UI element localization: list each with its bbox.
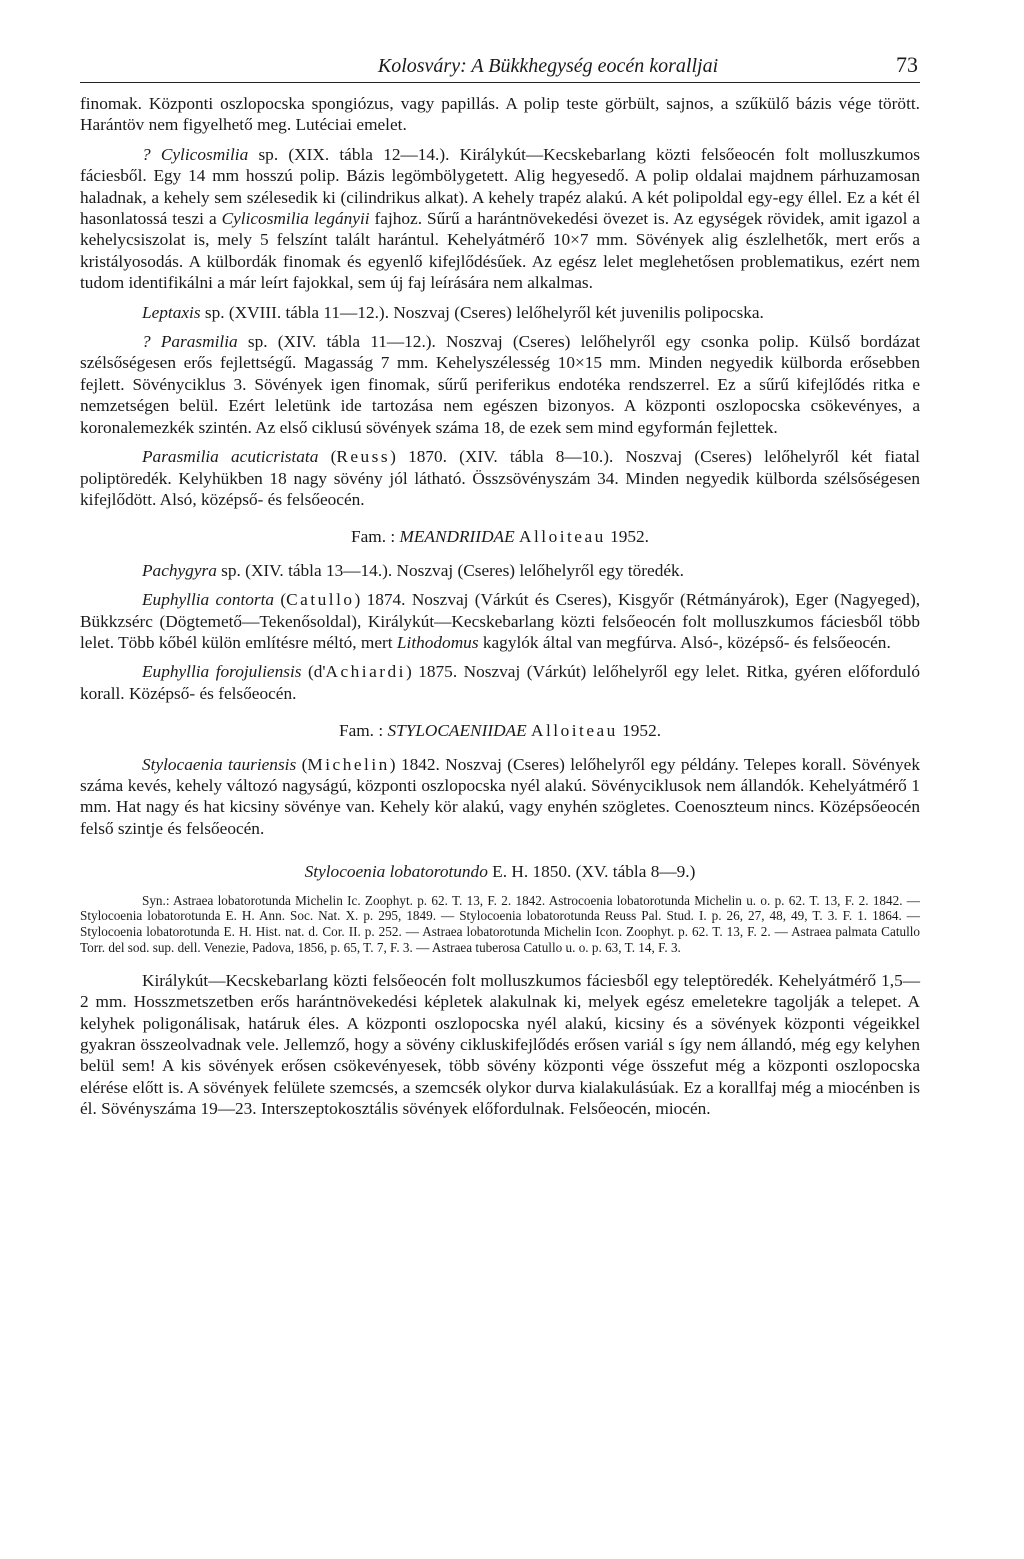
- family-name: STYLOCAENIIDAE: [387, 721, 527, 741]
- running-title: Kolosváry: A Bükkhegység eocén koralljai: [377, 55, 719, 77]
- synonymy-list: Syn.: Astraea lobatorotunda Michelin Ic. Zoophyt. p. 62. T. 13, F. 2. 1842. Astrocoenia lobatorotunda Michelin u. o. p. 62. T. 13, F. 2. 1842. — Stylocoenia lobatorotunda E. H. Ann. Soc. Nat. X. p. 295, 1849. — Stylocoenia lobatorotunda Reuss Pal. Stud. I. p. 26, 27, 48, 49, T. 3. F. 1. 1864. — Stylocoenia lobatorotunda E. H. Hist. nat. d. Cor. II. p. 252. — Astraea lobatorotunda Michelin Icon. Zoophyt. p. 62. T. 13, F. 2. — Astraea palmata Catullo Torr. del sod. sup. dell. Venezie, Padova, 1856, p. 65, T. 7, F. 3. — Astraea tuberosa Catullo u. o. p. 63, T. 14, F. 3.: [80, 892, 920, 955]
- family-heading-stylocaeniidae: [80, 720, 920, 741]
- paragraph-text: E. H. 1850. (XV. tábla 8—9.): [487, 862, 696, 882]
- paragraph-text: sp. (XVIII. tábla 11—12.). Noszvaj (Cseres) lelőhelyről két juvenilis polipocska.: [200, 302, 764, 322]
- taxon-name: Leptaxis: [142, 302, 201, 322]
- author-name: Michelin: [307, 754, 390, 774]
- family-year: 1952.: [605, 527, 649, 547]
- taxon-name: Stylocoenia lobatorotundo: [304, 862, 488, 882]
- paragraph-cylicosmilia: [80, 144, 920, 294]
- taxon-name: Cylicosmilia legányii: [221, 209, 370, 229]
- author-name: Catullo: [286, 590, 355, 610]
- taxon-name: Lithodomus: [396, 632, 479, 652]
- paragraph-leptaxis: [80, 302, 920, 323]
- document-page: [80, 52, 920, 1120]
- family-name: MEANDRIIDAE: [399, 527, 515, 547]
- paragraph-text: sp. (XIX. tábla 12—14.). Királykút—Kecskebarlang közti felsőeocén folt molluszkumos fáciesből. Egy 14 mm hosszú polip. Bázis legömbölygetett. Alig hegyesedő. A polip oldalai majdnem párhuzamosan haladnak, a kehely sem szélesedik ki (cilindrikus alkat). A kehely trapéz alakú. A két polipoldal egy-egy éllel. Ez a két él hasonlatossá teszi a: [80, 144, 920, 229]
- family-heading-meandriidae: [80, 526, 920, 547]
- author-name: Achiardi: [325, 662, 406, 682]
- paragraph-text: 1870. (XIV. tábla 8—10.). Noszvaj (Cseres) lelőhelyről két fiatal poliptöredék. Kelyhükben 18 nagy sövény jól látható. Összsövényszám 34. Minden negyedik külborda szélsőségesen kifejlődött. Alsó, középső- és felsőeocén.: [80, 447, 920, 509]
- taxon-name: Euphyllia contorta: [142, 590, 275, 610]
- paragraph-1: finomak. Központi oszlopocska spongiózus, vagy papillás. A polip teste görbült, sajnos, a szűkülő bázis vége törött. Harántöv nem figyelhető meg. Lutéciai emelet.: [80, 94, 920, 135]
- paragraph-text: sp. (XIV. tábla 11—12.). Noszvaj (Cseres) lelőhelyről egy csonka polip. Külső bordázat szélsőségesen erős fejlettségű. Magasság 7 mm. Kehelyszélesség 10×15 mm. Minden negyedik külborda erősebben fejlett. Sövényciklus 3. Sövények igen finomak, sűrű periferikus endotéka rendszerrel. Ez a sűrű kifejlődés ritka e nemzetségen belül. Ezért leletünk ide tartozása nem egészen bizonyos. A központi oszlopocska csökevényes, a koronalemezkék szintén. Az első ciklusú sövények száma 18, de ezek sem mind egyformán fejlettek.: [80, 332, 921, 437]
- taxon-name: Stylocaenia tauriensis: [142, 754, 297, 774]
- taxon-name: ? Cylicosmilia: [142, 144, 249, 164]
- paragraph-text: 1875. Noszvaj (Várkút) lelőhelyről egy lelet. Ritka, gyéren előforduló korall. Középső- és felsőeocén.: [80, 662, 920, 703]
- family-year: 1952.: [617, 721, 662, 741]
- author-name: Alloiteau: [518, 527, 606, 547]
- taxon-name: Parasmilia acuticristata: [142, 447, 319, 467]
- taxon-name: Euphyllia forojuliensis: [142, 662, 302, 682]
- paragraph-text: 1874. Noszvaj (Várkút és Cseres), Kisgyőr (Rétmányárok), Eger (Nagyeged), Bükkzsérc (Dögtemető—Tekenősoldal), Királykút—Kecskebarlang közti felsőeocén folt molluszkumos fáciesből több lelet. Több kőbél külön említésre méltó, mert: [80, 590, 921, 652]
- species-heading-stylocoenia: [80, 861, 920, 882]
- paragraph-euphyllia-forojuliensis: Euphyllia forojuliensis (d'Achiardi) 1875. Noszvaj (Várkút) lelőhelyről egy lelet. Ritka, gyéren előforduló korall. Középső- és felsőeocén.: [80, 662, 920, 703]
- paragraph-text: fajhoz. Sűrű a harántnövekedési övezet is. Az egységek rövidek, amit igazol a kehelycsiszolat is, mely 5 felszínt talált harántul. Kehelyátmérő 10×7 mm. Sövények alig észlelhetők, mert erős a kristályosodás. A külbordák finomak és egyenlő kifejlődésűek. Az egész lelet meglehetősen problematikus, ezért nem tudom identifikálni a már leírt fajokkal, sem új faj leírására nem alkalmas.: [80, 209, 920, 293]
- paragraph-parasmilia: [80, 331, 920, 438]
- paragraph-text: kagylók által van megfúrva. Alsó-, középső- és felsőeocén.: [478, 632, 891, 652]
- paragraph-text: 1842. Noszvaj (Cseres) lelőhelyről egy példány. Telepes korall. Sövények száma kevés, kehely változó nagyságú, központi oszlopocska nyél alakú. Sövényciklusok nem állandók. Kehelyátmérő 1 mm. Hat nagy és hat kicsiny sövénye van. Kehely kör alakú, vagy enyhén szögletes. Coenoszteum nincs. Középsőeocén felső szintje és felsőeocén.: [80, 754, 920, 838]
- paragraph-pachygyra: [80, 560, 920, 581]
- paragraph-text: sp. (XIV. tábla 13—14.). Noszvaj (Cseres) lelőhelyről egy töredék.: [216, 560, 684, 580]
- paragraph-euphyllia-contorta: Euphyllia contorta (Catullo) 1874. Noszvaj (Várkút és Cseres), Kisgyőr (Rétmányárok), Eger (Nagyeged), Bükkzsérc (Dögtemető—Tekenősoldal), Királykút—Kecskebarlang közti felsőeocén folt molluszkumos fáciesből több lelet. Több kőbél külön említésre méltó, mert Lithodomus kagylók által van megfúrva. Alsó-, középső- és felsőeocén.: [80, 590, 921, 652]
- taxon-name: Pachygyra: [142, 560, 217, 580]
- taxon-name: ? Parasmilia: [142, 332, 238, 352]
- author-name: Alloiteau: [531, 721, 618, 741]
- page-number: 73: [896, 52, 918, 77]
- page-header: [80, 52, 920, 83]
- paragraph-parasmilia-acuticristata: Parasmilia acuticristata (Reuss) 1870. (XIV. tábla 8—10.). Noszvaj (Cseres) lelőhelyről két fiatal poliptöredék. Kelyhükben 18 nagy sövény jól látható. Összsövényszám 34. Minden negyedik külborda szélsőségesen kifejlődött. Alsó, középső- és felsőeocén.: [80, 447, 920, 509]
- paragraph-stylocaenia-tauriensis: Stylocaenia tauriensis (Michelin) 1842. Noszvaj (Cseres) lelőhelyről egy példány. Telepes korall. Sövények száma kevés, kehely változó nagyságú, központi oszlopocska nyél alakú. Sövényciklusok nem állandók. Kehelyátmérő 1 mm. Hat nagy és hat kicsiny sövénye van. Kehely kör alakú, vagy enyhén szögletes. Coenoszteum nincs. Középsőeocén felső szintje és felsőeocén.: [80, 754, 920, 838]
- family-prefix: Fam. :: [350, 527, 400, 547]
- paragraph-description: Királykút—Kecskebarlang közti felsőeocén folt molluszkumos fáciesből egy teleptöredék. Kehelyátmérő 1,5—2 mm. Hosszmetszetben erős harántnövekedési képletek alakulnak ki, melyek egész emeletekre tagolják a telepet. A kelyhek poligonálisak, határuk éles. A központi oszlopocska nyél alakú, kicsiny és a sövények központi végeikkel gyakran összeolvadnak vele. Jellemző, hogy a sövény cikluskifejlődés erősen variál s így nem állandó, még egy kelyhen belül sem! A kis sövények erősen csökevényesek, több sövény központi vége összefut még a központi oszlopocska elérése előtt is. A sövények felülete szemcsés, a szemcsék olykor durva kialakulásúak. Ez a korallfaj még a miocénben is él. Sövényszáma 19—23. Interszeptokosztális sövények előfordulnak. Felsőeocén, miocén.: [80, 970, 920, 1119]
- family-prefix: Fam. :: [338, 721, 388, 741]
- author-name: Reuss: [336, 447, 391, 467]
